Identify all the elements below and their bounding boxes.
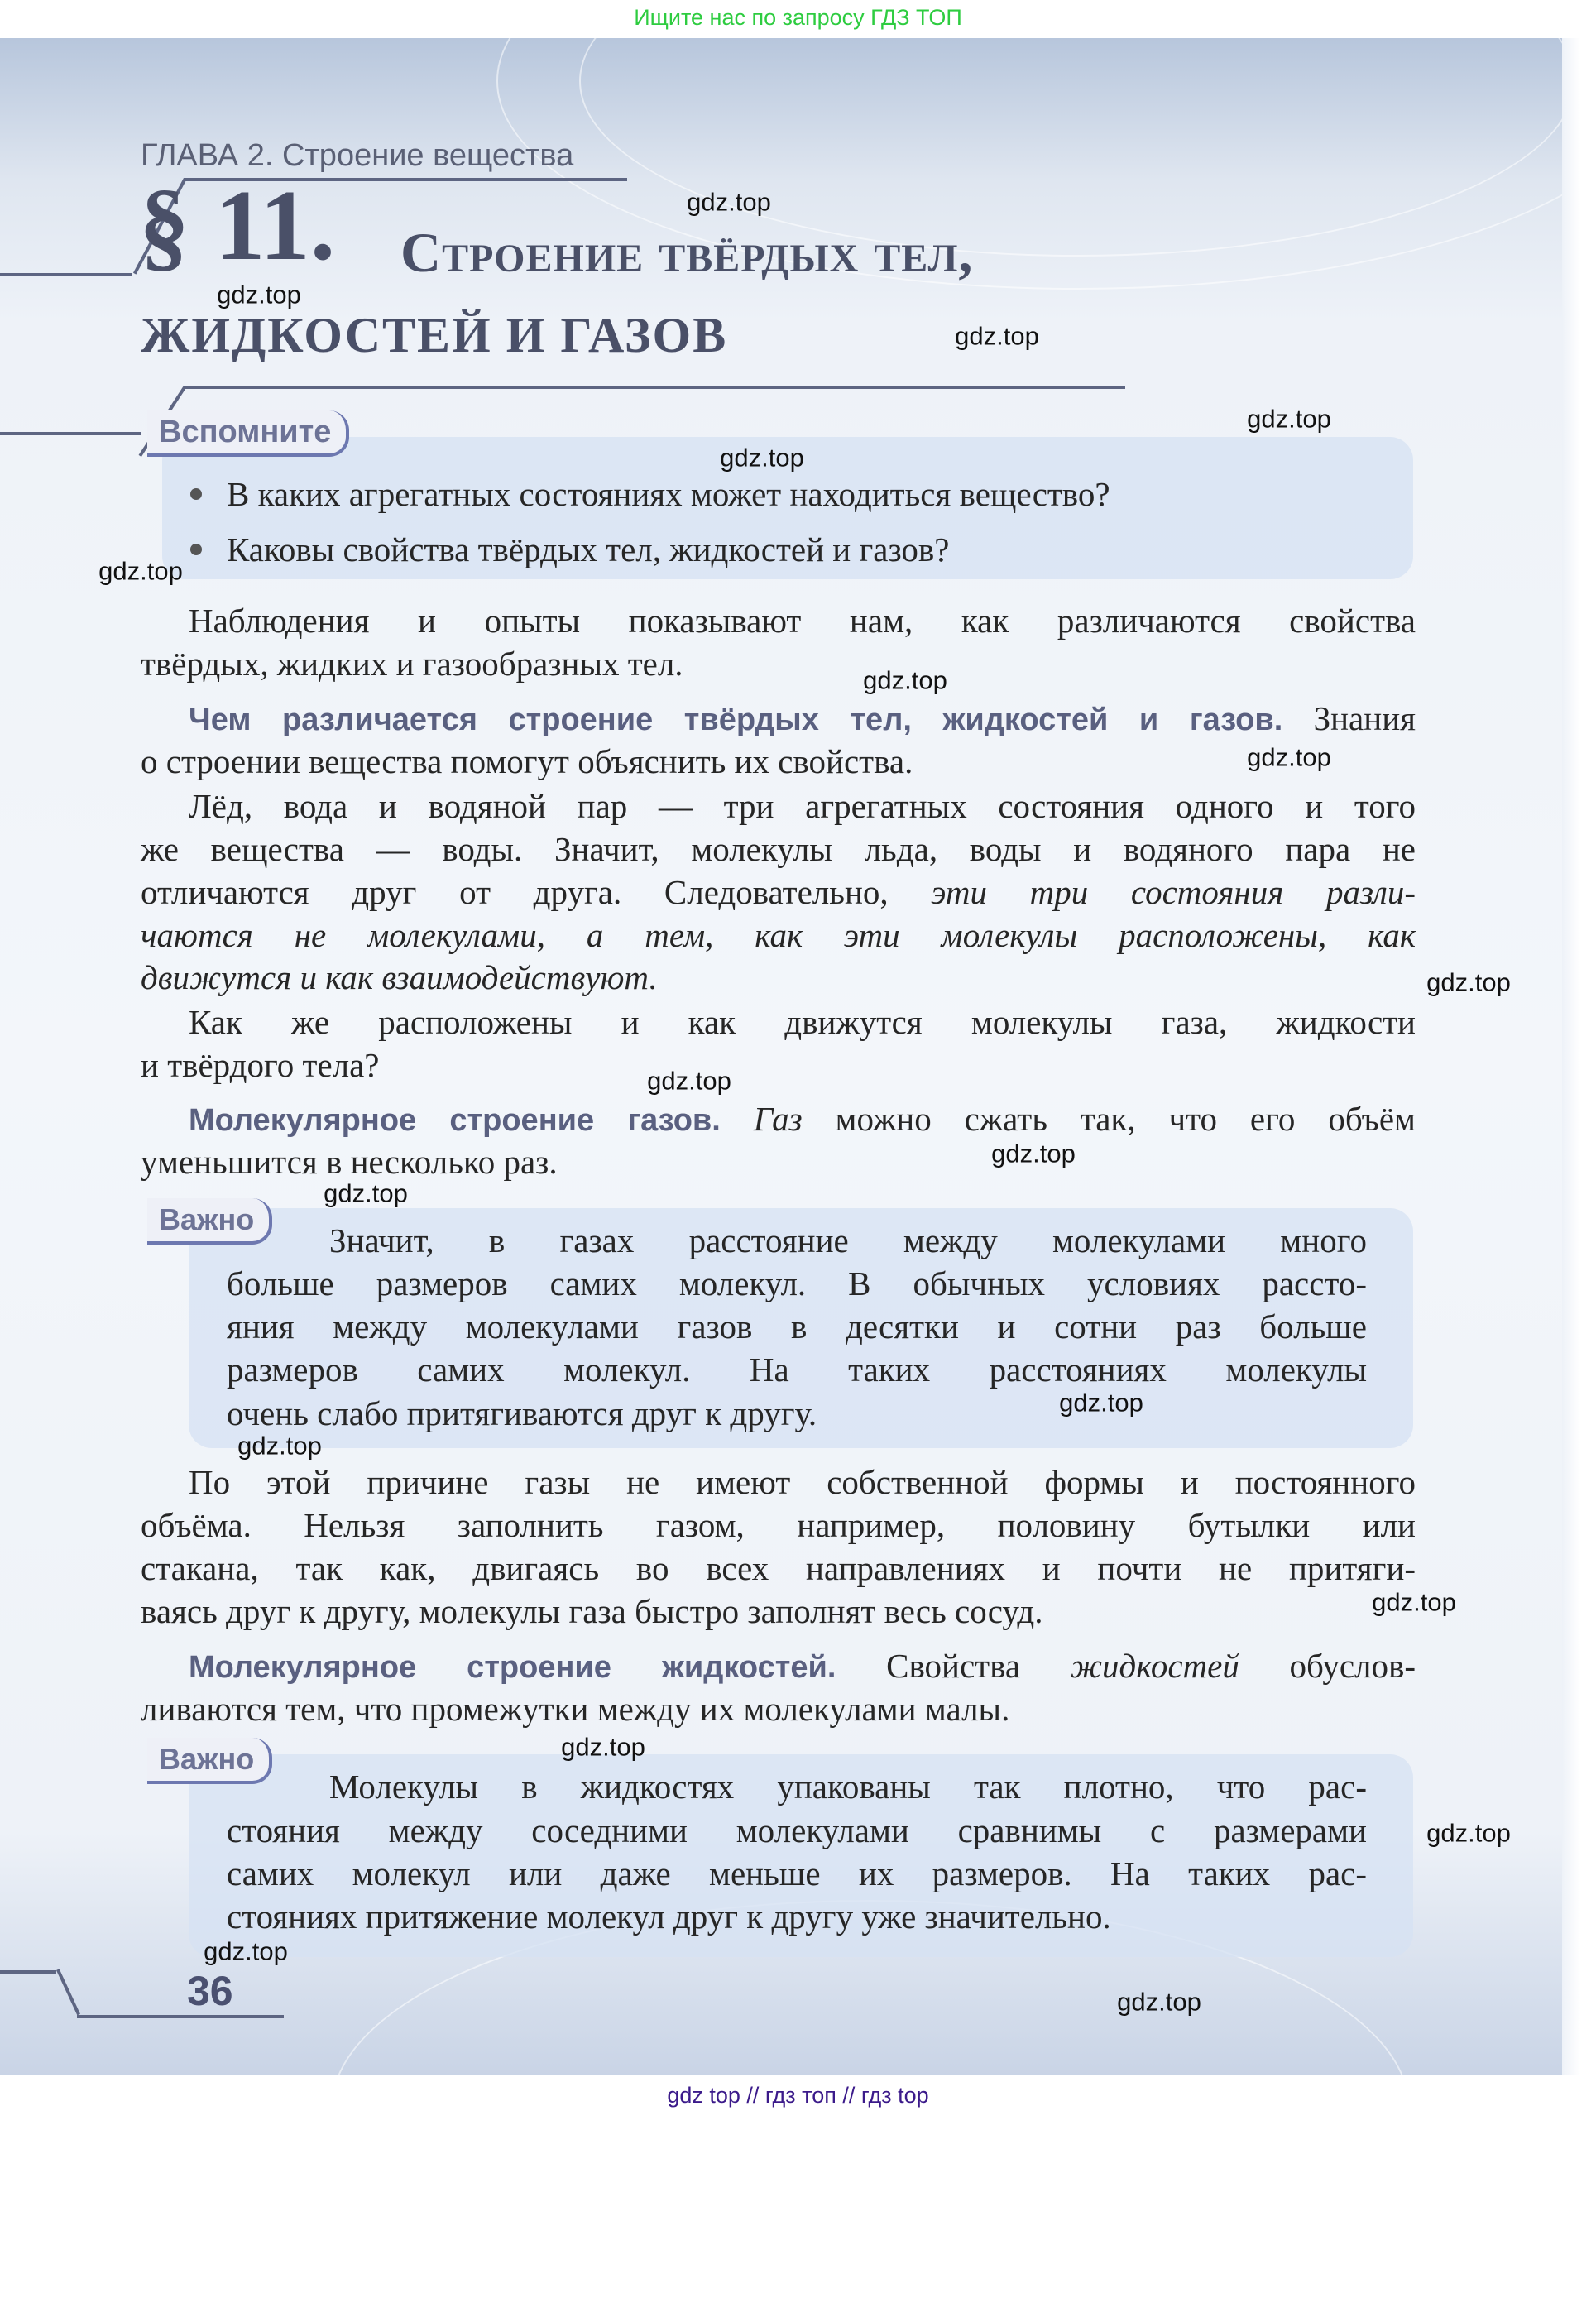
bottom-banner-text: gdz top // гдз топ // гдз top xyxy=(667,2083,929,2108)
bullet-icon xyxy=(190,544,202,555)
text-segment: Молекулы в жидкостях упакованы так плотно, что рас- xyxy=(329,1768,1367,1806)
watermark-text: gdz.top xyxy=(1426,967,1511,997)
recall-item: В каких агрегатных состояниях может находиться вещество? xyxy=(227,475,1110,513)
recall-item: Каковы свойства твёрдых тел, жидкостей и газов? xyxy=(227,530,950,568)
text-line xyxy=(141,1144,1416,1179)
text-line xyxy=(141,875,1416,909)
italic-text: чаются не молекулами, а тем, как эти молекулы расположены, как xyxy=(141,916,1416,954)
text-line xyxy=(141,1508,1416,1542)
watermark-text: gdz.top xyxy=(204,1936,288,1966)
text-segment: стояниях притяжение молекул друг к другу уже значительно. xyxy=(227,1897,1111,1936)
title-line-1: Строение твёрдых тел, xyxy=(400,221,974,284)
text-line xyxy=(189,1465,1416,1499)
watermark-text: gdz.top xyxy=(1117,1987,1201,2017)
watermark-text: gdz.top xyxy=(1247,404,1331,434)
text-line xyxy=(141,646,1416,681)
text-segment: стакана, так как, двигаясь во всех направлениях и почти не притяги- xyxy=(141,1549,1416,1587)
text-line xyxy=(189,1648,1416,1683)
text-line xyxy=(141,960,1416,995)
watermark-text: gdz.top xyxy=(561,1732,645,1762)
watermark-text: gdz.top xyxy=(217,280,301,309)
bottom-banner xyxy=(0,2075,1596,2115)
italic-text: жидкостей xyxy=(1070,1647,1239,1685)
text-line xyxy=(227,1396,1367,1431)
text-segment: Как же расположены и как движутся молекулы газа, жидкости xyxy=(189,1003,1416,1041)
watermark-text: gdz.top xyxy=(237,1431,322,1461)
italic-text: Газ xyxy=(753,1100,803,1138)
bullet-icon xyxy=(190,488,202,500)
title-line-2: ЖИДКОСТЕЙ И ГАЗОВ xyxy=(141,308,728,362)
text-segment: ваясь друг к другу, молекулы газа быстро заполнят весь сосуд. xyxy=(141,1592,1043,1630)
watermark-text: gdz.top xyxy=(1059,1388,1143,1418)
text-segment: очень слабо притягиваются друг к другу. xyxy=(227,1394,817,1432)
text-segment: больше размеров самих молекул. В обычных условиях рассто- xyxy=(227,1264,1367,1302)
recall-badge: Вспомните xyxy=(147,410,349,457)
text-line xyxy=(227,1309,1367,1344)
text-line xyxy=(141,1048,1416,1082)
watermark-text: gdz.top xyxy=(863,665,947,695)
watermark-text: gdz.top xyxy=(98,556,183,586)
text-line xyxy=(227,1813,1367,1848)
title-rule-left xyxy=(0,432,141,435)
text-segment: твёрдых, жидких и газообразных тел. xyxy=(141,645,683,683)
text-segment: ливаются тем, что промежутки между их молекулами малы. xyxy=(141,1690,1010,1728)
text-line xyxy=(189,1005,1416,1039)
text-line xyxy=(189,1101,1416,1136)
text-line xyxy=(189,603,1416,638)
watermark-text: gdz.top xyxy=(1372,1587,1456,1617)
text-segment: можно сжать так, что его объём xyxy=(802,1100,1416,1138)
watermark-text: gdz.top xyxy=(955,321,1039,351)
paragraph-number: § 11. xyxy=(139,170,336,281)
page-number-rule xyxy=(0,1970,56,1974)
text-line xyxy=(189,789,1416,823)
title-rule xyxy=(184,386,1125,389)
text-segment: Свойства xyxy=(836,1647,1071,1685)
watermark-text: gdz.top xyxy=(324,1178,408,1208)
watermark-text: gdz.top xyxy=(1426,1818,1511,1848)
text-line xyxy=(329,1769,1367,1804)
italic-text: эти три состояния разли- xyxy=(931,873,1416,911)
section-heading: Молекулярное строение жидкостей. xyxy=(189,1650,836,1685)
text-segment: яния между молекулами газов в десятки и сотни раз больше xyxy=(227,1307,1367,1346)
text-segment: Знания xyxy=(1282,699,1416,737)
text-segment: Наблюдения и опыты показывают нам, как различаются свойства xyxy=(189,602,1416,640)
text-line xyxy=(329,1223,1367,1258)
section-heading: Чем различается строение твёрдых тел, жидкостей и газов. xyxy=(189,703,1283,737)
top-banner-text: Ищите нас по запросу ГДЗ ТОП xyxy=(634,5,962,30)
text-line xyxy=(141,1551,1416,1585)
text-line xyxy=(141,918,1416,952)
text-line xyxy=(141,832,1416,866)
text-line xyxy=(227,1899,1367,1934)
page-number: 36 xyxy=(187,1968,233,2014)
text-segment: стояния между соседними молекулами сравнимы с размерами xyxy=(227,1811,1367,1849)
text-line xyxy=(227,1856,1367,1891)
watermark-text: gdz.top xyxy=(720,443,804,473)
text-segment: обуслов- xyxy=(1239,1647,1416,1685)
text-segment: По этой причине газы не имеют собственной формы и постоянного xyxy=(189,1463,1416,1501)
text-segment: размеров самих молекул. На таких расстояниях молекулы xyxy=(227,1350,1367,1389)
italic-text: движутся и как взаимодействуют. xyxy=(141,958,658,996)
page-number-rule-bottom xyxy=(77,2015,284,2018)
text-segment: Лёд, вода и водяной пар — три агрегатных состояния одного и того xyxy=(189,787,1416,825)
text-segment: о строении вещества помогут объяснить их свойства. xyxy=(141,742,913,780)
text-line xyxy=(189,701,1416,736)
text-line xyxy=(227,1352,1367,1387)
text-line xyxy=(227,1266,1367,1301)
important-badge: Важно xyxy=(147,1198,272,1245)
chapter-rule-left xyxy=(0,273,132,276)
watermark-text: gdz.top xyxy=(687,187,771,217)
text-line xyxy=(141,744,1416,779)
important-badge: Важно xyxy=(147,1738,272,1784)
chapter-heading: ГЛАВА 2. Строение вещества xyxy=(141,138,574,173)
text-segment: объёма. Нельзя заполнить газом, например, половину бутылки или xyxy=(141,1506,1416,1544)
text-segment xyxy=(721,1100,754,1138)
text-segment: самих молекул или даже меньше их размеров. На таких рас- xyxy=(227,1854,1367,1892)
text-line xyxy=(141,1691,1416,1726)
text-segment: Значит, в газах расстояние между молекулами много xyxy=(329,1221,1367,1259)
watermark-text: gdz.top xyxy=(991,1139,1076,1168)
watermark-text: gdz.top xyxy=(647,1066,731,1096)
section-heading: Молекулярное строение газов. xyxy=(189,1103,721,1138)
text-segment: и твёрдого тела? xyxy=(141,1046,380,1084)
watermark-text: gdz.top xyxy=(1247,742,1331,772)
text-segment: отличаются друг от друга. Следовательно, xyxy=(141,873,932,911)
text-line xyxy=(141,1594,1416,1629)
text-segment: же вещества — воды. Значит, молекулы льда, воды и водяного пара не xyxy=(141,830,1416,868)
text-segment: уменьшится в несколько раз. xyxy=(141,1143,558,1181)
